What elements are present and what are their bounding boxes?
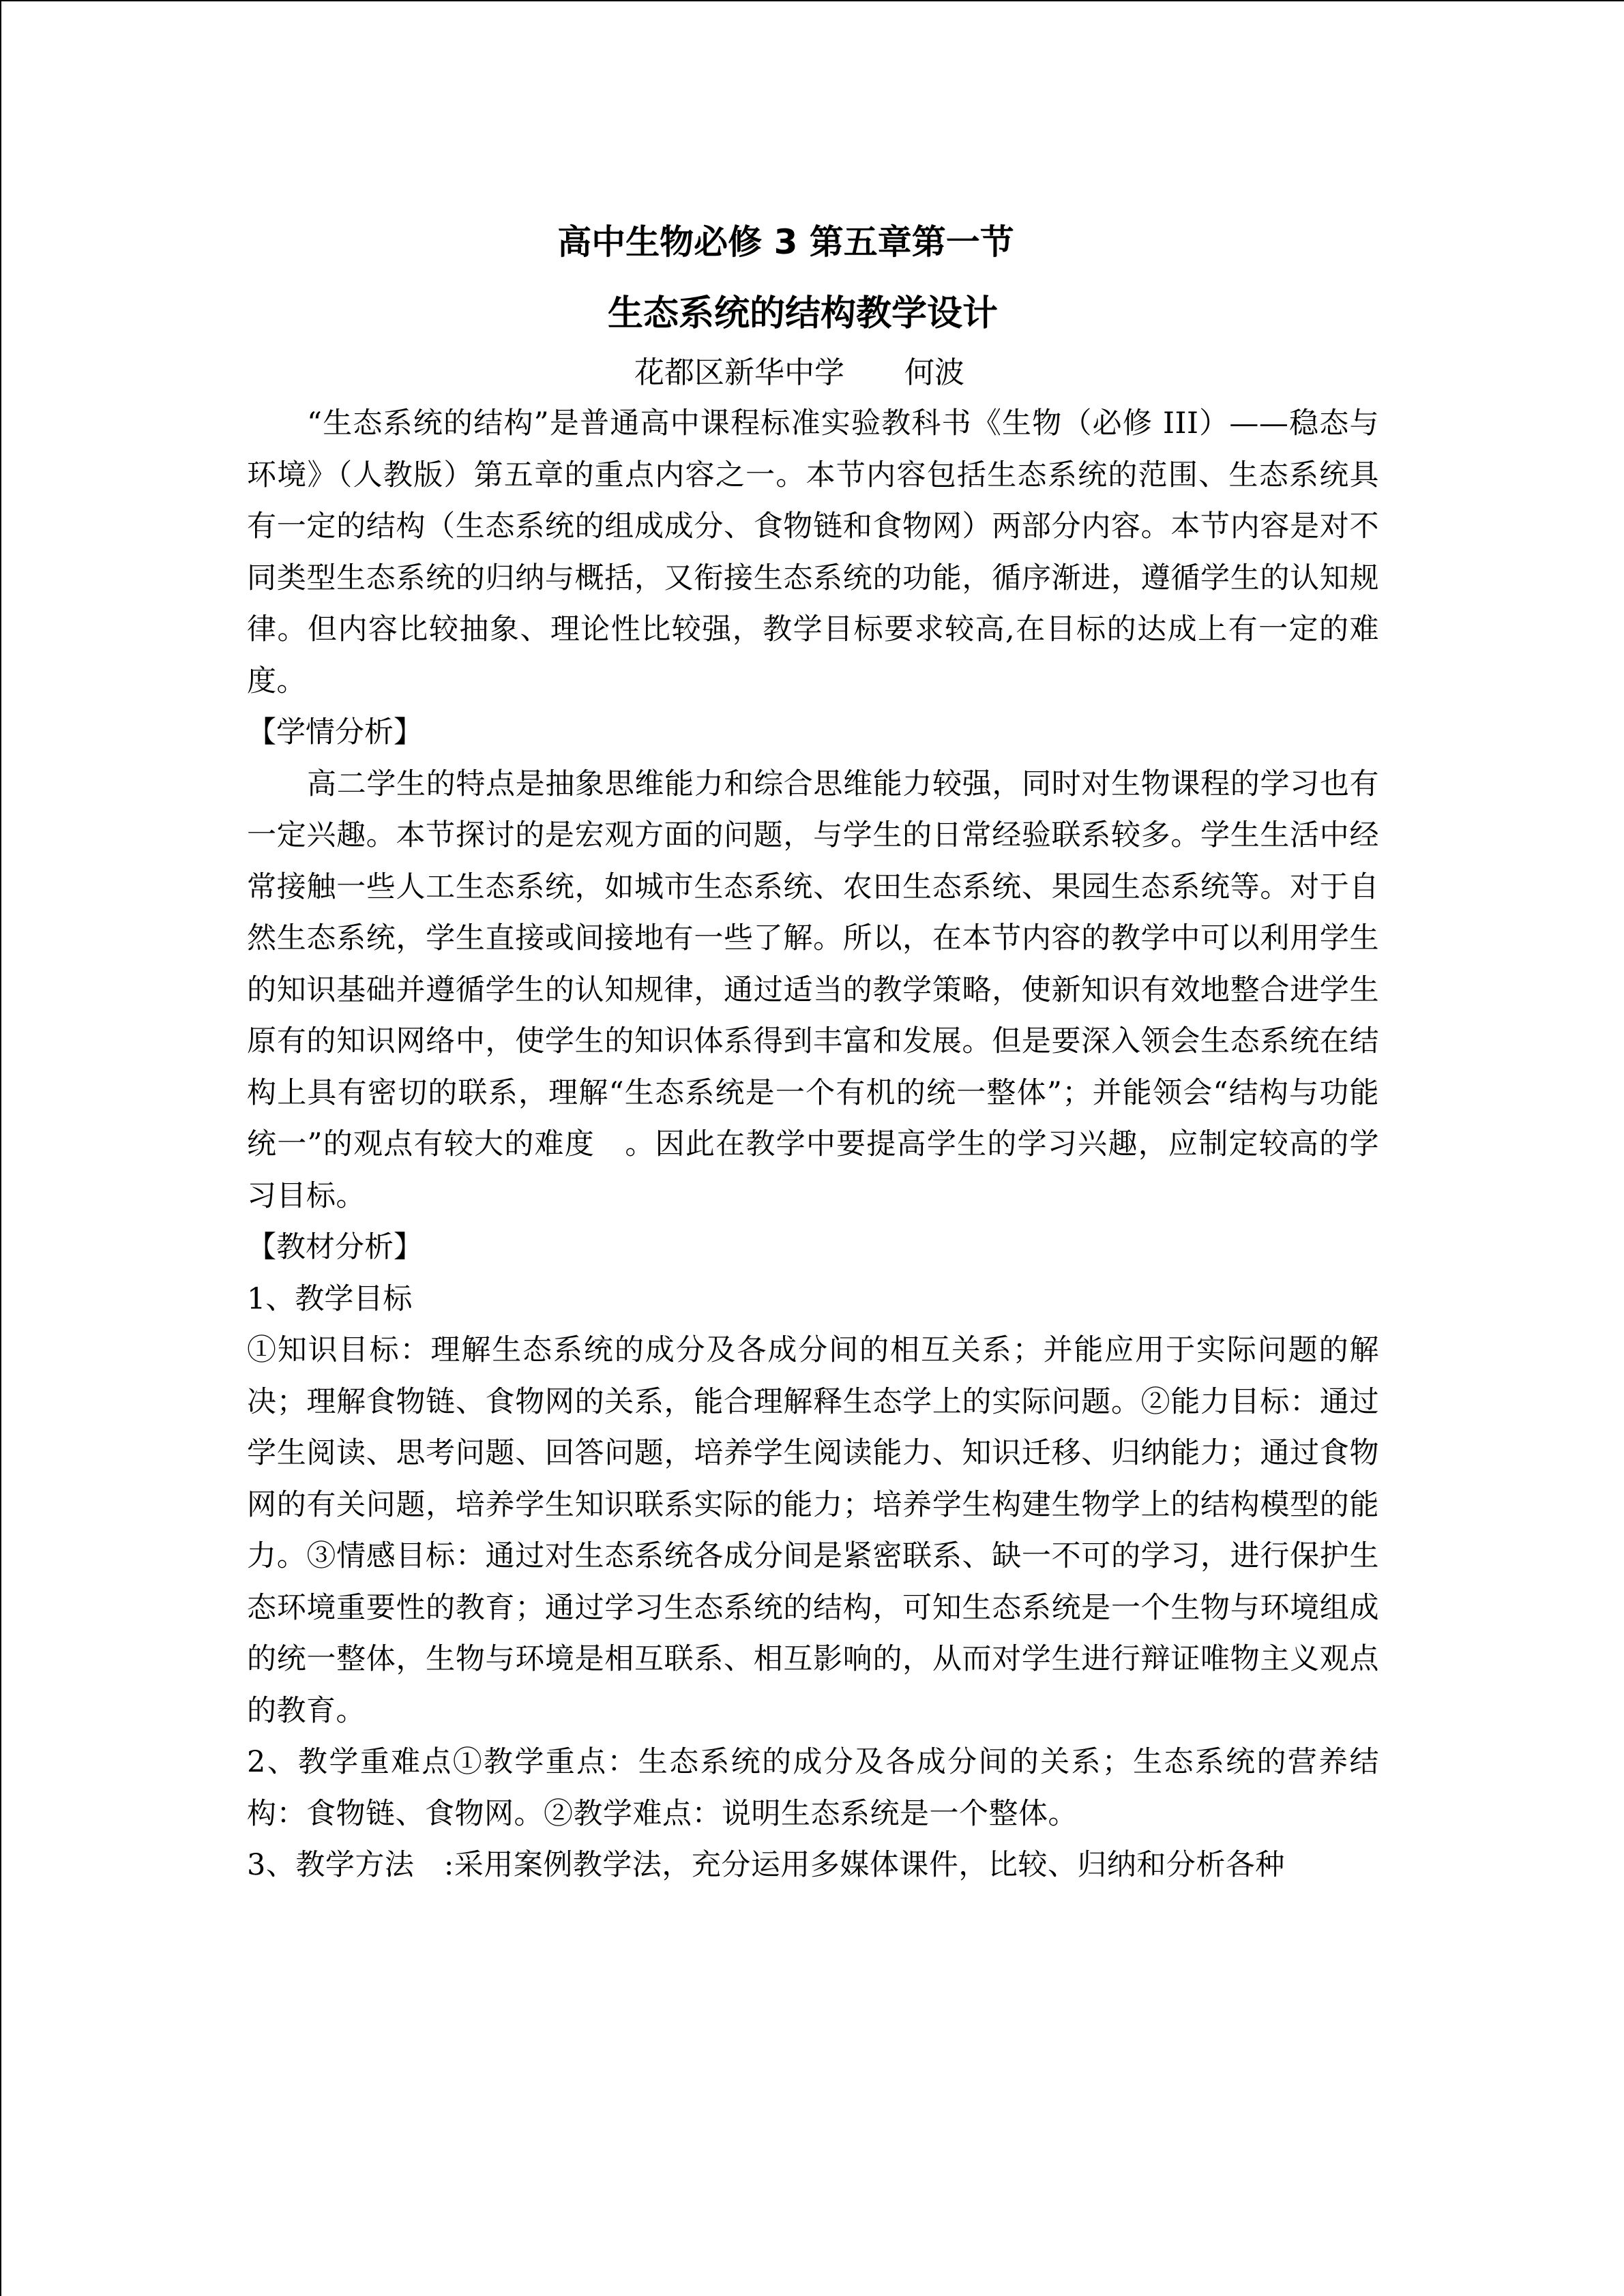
intro-paragraph: “生态系统的结构”是普通高中课程标准实验教科书《生物（必修 III）——稳态与环境》（人教版）第五章的重点内容之一。本节内容包括生态系统的范围、生态系统具有一定的结构（生态系统的组成成分、食物链和食物网）两部分内容。本节内容是对不同类型生态系统的归纳与概括，又衔接生态系统的功能，循序渐进，遵循学生的认知规律。但内容比较抽象、理论性比较强，教学目标要求较高,在目标的达成上有一定的难度。 xyxy=(247,406,1379,698)
teaching-goals-paragraph: ①知识目标：理解生态系统的成分及各成分间的相互关系；并能应用于实际问题的解决；理解食物链、食物网的关系，能合理解释生态学上的实际问题。②能力目标：通过学生阅读、思考问题、回答问题，培养学生阅读能力、知识迁移、归纳能力；通过食物网的有关问题，培养学生知识联系实际的能力；培养学生构建生物学上的结构模型的能力。③情感目标：通过对生态系统各成分间是紧密联系、缺一不可的学习，进行保护生态环境重要性的教育；通过学习生态系统的结构，可知生态系统是一个生物与环境组成的统一整体，生物与环境是相互联系、相互影响的，从而对学生进行辩证唯物主义观点的教育。 xyxy=(247,1333,1379,1728)
section-heading-student-analysis: 【学情分析】 xyxy=(247,715,423,749)
student-analysis-paragraph: 高二学生的特点是抽象思维能力和综合思维能力较强，同时对生物课程的学习也有一定兴趣。本节探讨的是宏观方面的问题，与学生的日常经验联系较多。学生生活中经常接触一些人工生态系统，如城市生态系统、农田生态系统、果园生态系统等。对于自然生态系统，学生直接或间接地有一些了解。所以，在本节内容的教学中可以利用学生的知识基础并遵循学生的认知规律，通过适当的教学策略，使新知识有效地整合进学生原有的知识网络中，使学生的知识体系得到丰富和发展。但是要深入领会生态系统在结构上具有密切的联系，理解“生态系统是一个有机的统一整体”；并能领会“结构与功能统一”的观点有较大的难度 。因此在教学中要提高学生的学习兴趣，应制定较高的学习目标。 xyxy=(247,766,1379,1213)
teaching-methods-paragraph: 3、教学方法 :采用案例教学法，充分运用多媒体课件，比较、归纳和分析各种 xyxy=(247,1848,1285,1882)
document-subtitle: 生态系统的结构教学设计 xyxy=(607,293,998,334)
document-title: 高中生物必修 3 第五章第一节 xyxy=(557,222,1014,262)
teaching-goals-heading: 1、教学目标 xyxy=(247,1281,413,1316)
author-line: 花都区新华中学 何波 xyxy=(634,355,964,390)
key-points-paragraph: 2、教学重难点①教学重点：生态系统的成分及各成分间的关系；生态系统的营养结构：食物链、食物网。②教学难点：说明生态系统是一个整体。 xyxy=(247,1745,1379,1831)
document-body xyxy=(247,205,1379,1892)
section-heading-material-analysis: 【教材分析】 xyxy=(247,1230,423,1264)
